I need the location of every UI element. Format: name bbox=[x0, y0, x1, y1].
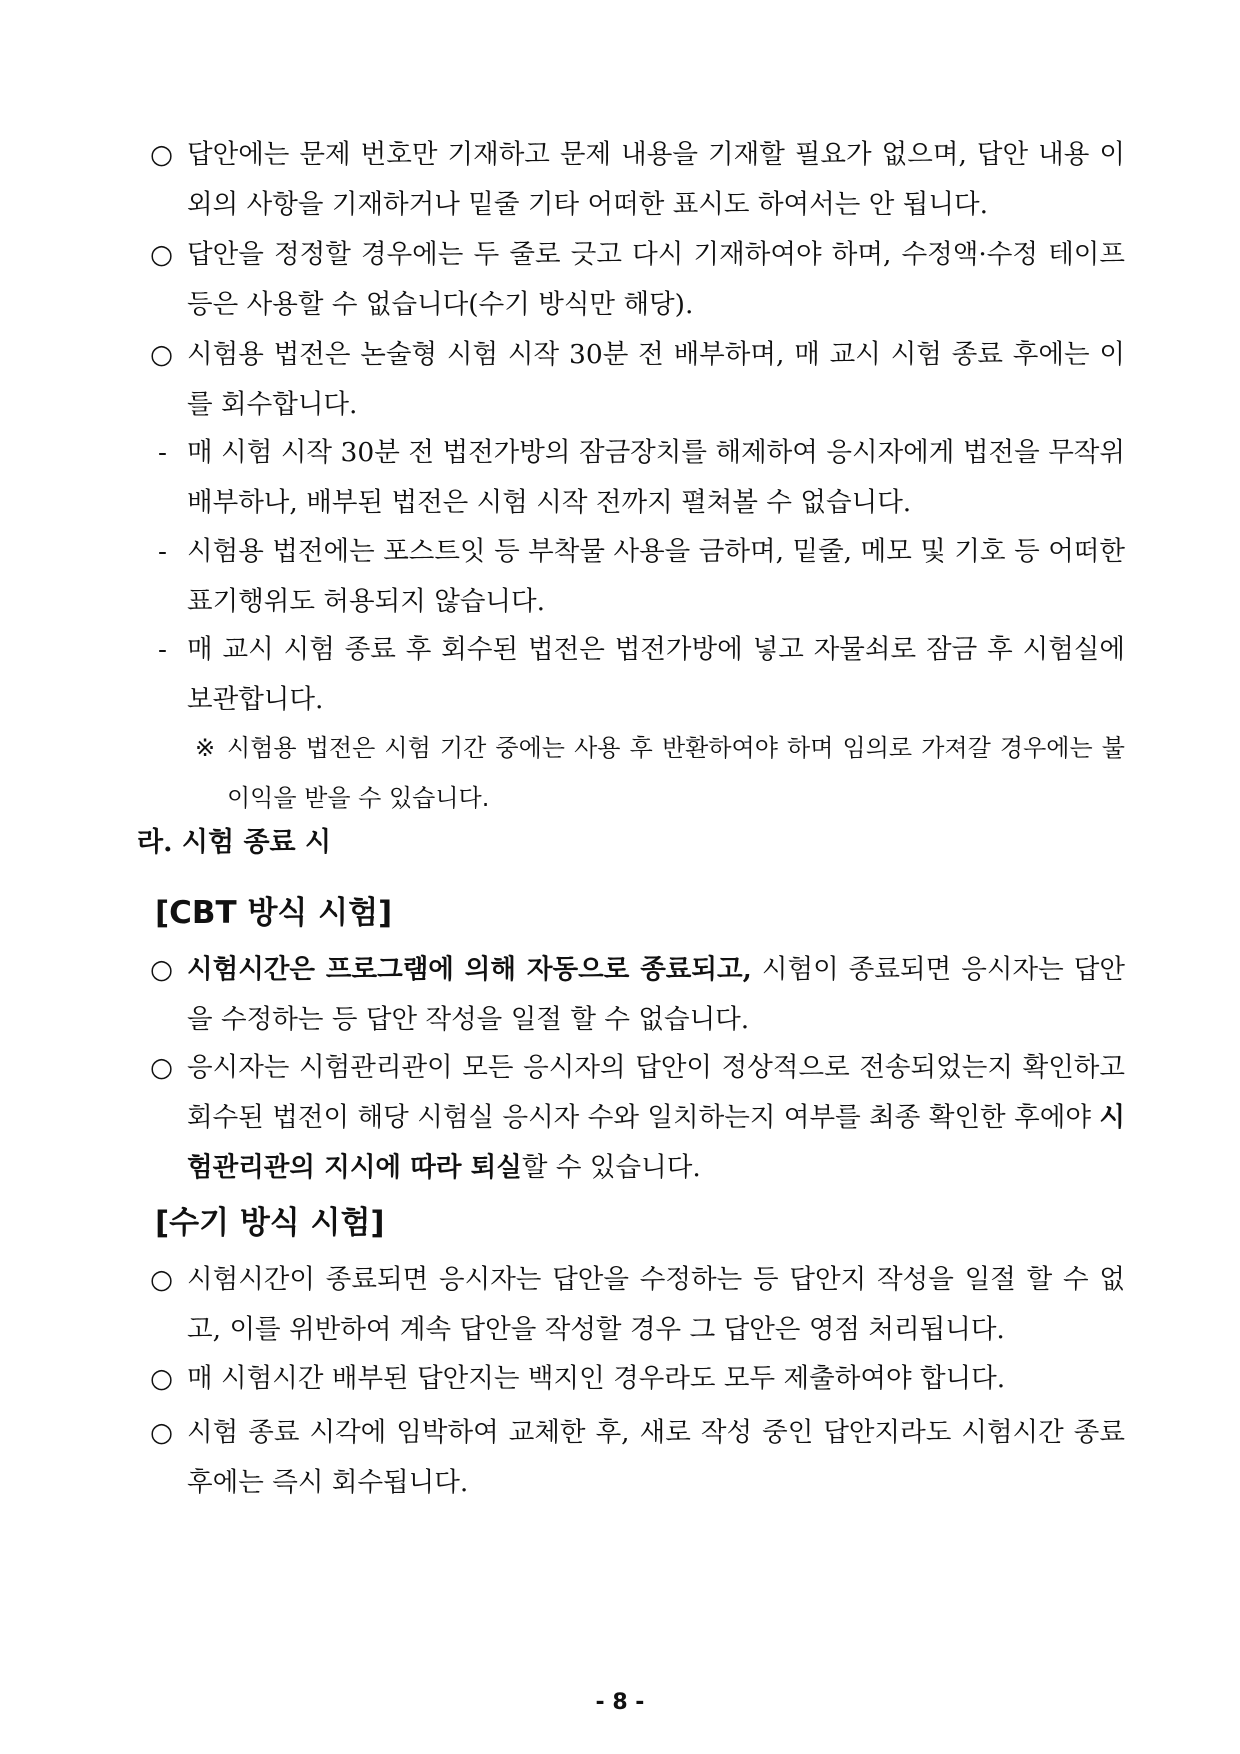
dash-item-storage bbox=[150, 625, 1125, 725]
bullet-text: 답안에는 문제 번호만 기재하고 문제 내용을 기재할 필요가 없으며, 답안 내용 이외의 사항을 기재하거나 밑줄 기타 어떠한 표시도 하여서는 안 됩니다. bbox=[187, 139, 1125, 220]
bullet-cbt-exit bbox=[150, 1043, 1125, 1193]
bullet-text-pre: 응시자는 시험관리관이 모든 응시자의 답안이 정상적으로 전송되었는지 확인하고 회수된 법전이 해당 시험실 응시자 수와 일치하는지 여부를 최종 확인한 후에야 bbox=[187, 1052, 1125, 1133]
bullet-marker: ○ bbox=[150, 139, 174, 170]
bullet-marker: ○ bbox=[150, 239, 174, 270]
bullet-manual-collect bbox=[150, 1408, 1125, 1508]
dash-text: 매 시험 시작 30분 전 법전가방의 잠금장치를 해제하여 응시자에게 법전을 무작위 배부하나, 배부된 법전은 시험 시작 전까지 펼쳐볼 수 없습니다. bbox=[187, 437, 1125, 518]
bullet-text bbox=[187, 1043, 1125, 1193]
cbt-heading: [CBT 방식 시험] bbox=[155, 895, 393, 931]
bullet-answer-content bbox=[150, 130, 1125, 230]
page-number: - 8 - bbox=[595, 1690, 645, 1715]
bullet-law-book bbox=[150, 330, 1125, 430]
bullet-cbt-auto-end bbox=[150, 945, 1125, 1045]
note-text: 시험용 법전은 시험 기간 중에는 사용 후 반환하여야 하며 임의로 가져갈 경우에는 불이익을 받을 수 있습니다. bbox=[227, 734, 1125, 812]
bullet-manual-submit bbox=[150, 1354, 1125, 1404]
bullet-marker: ○ bbox=[150, 339, 174, 370]
bullet-marker: ○ bbox=[150, 1052, 174, 1083]
bullet-marker: ○ bbox=[150, 1264, 174, 1295]
bullet-text: 시험시간이 종료되면 응시자는 답안을 수정하는 등 답안지 작성을 일절 할 수 없고, 이를 위반하여 계속 답안을 작성할 경우 그 답안은 영점 처리됩니다. bbox=[187, 1264, 1125, 1345]
dash-text: 시험용 법전에는 포스트잇 등 부착물 사용을 금하며, 밑줄, 메모 및 기호 등 어떠한 표기행위도 허용되지 않습니다. bbox=[187, 536, 1125, 617]
bullet-text: 시험 종료 시각에 임박하여 교체한 후, 새로 작성 중인 답안지라도 시험시간 종료 후에는 즉시 회수됩니다. bbox=[187, 1417, 1125, 1498]
note-law-book-return bbox=[195, 723, 1125, 823]
bullet-marker: ○ bbox=[150, 1417, 174, 1448]
bullet-text: 시험용 법전은 논술형 시험 시작 30분 전 배부하며, 매 교시 시험 종료 후에는 이를 회수합니다. bbox=[187, 339, 1125, 420]
bullet-marker: ○ bbox=[150, 954, 174, 985]
bold-text: 시험관리관의 지시에 따라 퇴실 bbox=[187, 1102, 1125, 1183]
bullet-text-post: 할 수 있습니다. bbox=[521, 1152, 701, 1183]
bullet-text: 매 시험시간 배부된 답안지는 백지인 경우라도 모두 제출하여야 합니다. bbox=[187, 1363, 1006, 1394]
bullet-answer-correction bbox=[150, 230, 1125, 330]
dash-marker: - bbox=[158, 634, 167, 665]
section-title: 라. 시험 종료 시 bbox=[137, 827, 332, 858]
dash-item-distribution bbox=[150, 428, 1125, 528]
note-marker: ※ bbox=[195, 734, 216, 762]
bullet-marker: ○ bbox=[150, 1363, 174, 1394]
dash-item-attachments bbox=[150, 527, 1125, 627]
bullet-text bbox=[187, 945, 1125, 1045]
dash-marker: - bbox=[158, 437, 167, 468]
bullet-text-rest: 시험이 종료되면 응시자는 답안을 수정하는 등 답안 작성을 일절 할 수 없습니다. bbox=[187, 954, 1125, 1035]
bullet-manual-end bbox=[150, 1255, 1125, 1355]
bold-text: 시험시간은 프로그램에 의해 자동으로 종료되고, bbox=[187, 954, 752, 985]
dash-text: 매 교시 시험 종료 후 회수된 법전은 법전가방에 넣고 자물쇠로 잠금 후 시험실에 보관합니다. bbox=[187, 634, 1125, 715]
manual-heading: [수기 방식 시험] bbox=[155, 1205, 385, 1241]
bullet-text: 답안을 정정할 경우에는 두 줄로 긋고 다시 기재하여야 하며, 수정액·수정 테이프 등은 사용할 수 없습니다(수기 방식만 해당). bbox=[187, 239, 1125, 320]
dash-marker: - bbox=[158, 536, 167, 567]
